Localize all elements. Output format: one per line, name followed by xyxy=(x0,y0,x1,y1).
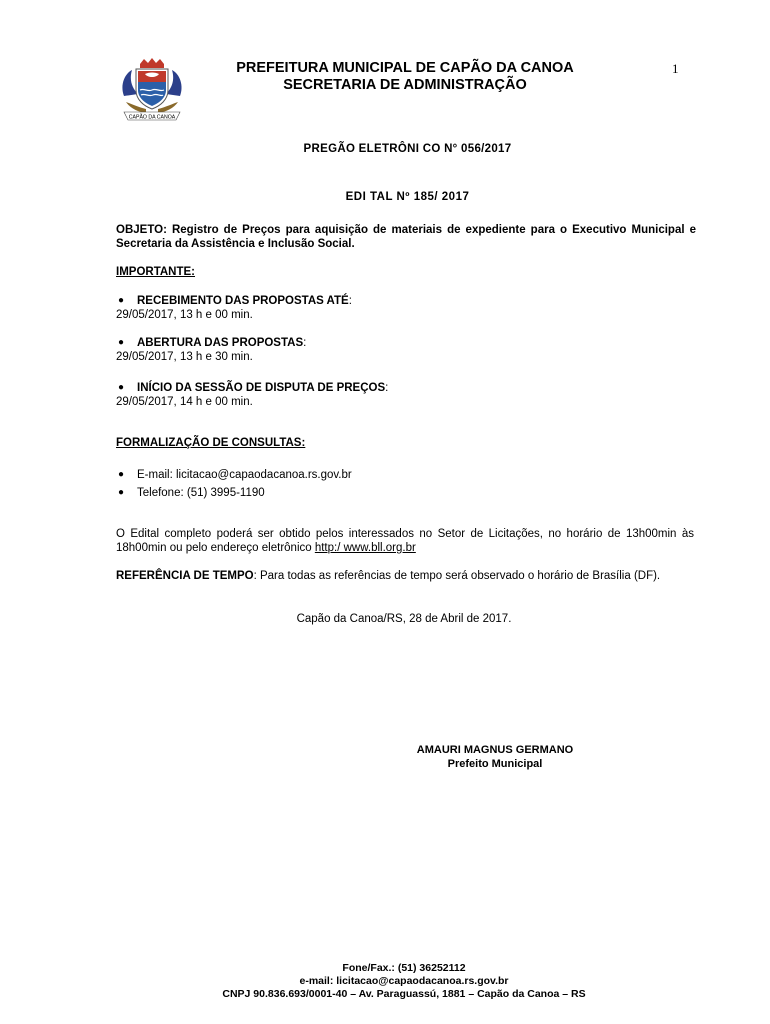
contact-item xyxy=(116,486,265,500)
signer-name: AMAURI MAGNUS GERMANO xyxy=(416,744,574,756)
referencia-label: REFERÊNCIA DE TEMPO xyxy=(116,570,254,582)
deadline-colon: : xyxy=(385,382,389,394)
referencia-text: : Para todas as referências de tempo será observado o horário de Brasília (DF). xyxy=(253,570,661,582)
coat-of-arms-icon xyxy=(118,58,186,122)
deadline-value: 29/05/2017, 14 h e 00 min. xyxy=(116,396,253,408)
svg-text:CAPÃO DA CANOA: CAPÃO DA CANOA xyxy=(128,114,176,121)
deadline-label: RECEBIMENTO DAS PROPOSTAS ATÉ xyxy=(137,295,349,307)
edital-info-text: O Edital completo poderá ser obtido pelos interessados no Setor de Licitações, no horário de 13h00min às 18h00min ou pelo endereço eletrônico xyxy=(116,528,694,554)
bullet-icon: ● xyxy=(118,295,125,306)
deadline-colon: : xyxy=(348,295,352,307)
edital-number: EDI TAL Nº 185/ 2017 xyxy=(345,191,470,203)
deadline-label: ABERTURA DAS PROPOSTAS xyxy=(137,337,304,349)
contact-email: E-mail: licitacao@capaodacanoa.rs.gov.br xyxy=(137,469,352,481)
municipal-logo xyxy=(118,58,186,122)
document-header xyxy=(200,60,610,94)
footer-email: e-mail: licitacao@capaodacanoa.rs.gov.br xyxy=(299,975,509,987)
footer-address: CNPJ 90.836.693/0001-40 – Av. Paraguassú, 1881 – Capão da Canoa – RS xyxy=(222,988,586,1000)
formalizacao-heading: FORMALIZAÇÃO DE CONSULTAS: xyxy=(116,437,306,449)
bullet-icon: ● xyxy=(118,337,125,348)
deadline-label: INÍCIO DA SESSÃO DE DISPUTA DE PREÇOS xyxy=(137,382,386,394)
document-footer xyxy=(0,962,770,1001)
deadline-value: 29/05/2017, 13 h e 30 min. xyxy=(116,351,253,363)
signature-block xyxy=(380,743,610,771)
deadline-value: 29/05/2017, 13 h e 00 min. xyxy=(116,309,253,321)
deadline-colon: : xyxy=(303,337,307,349)
bll-link[interactable]: http:/ www.bll.org.br xyxy=(314,542,416,554)
objeto-paragraph: OBJETO: Registro de Preços para aquisição de materiais de expediente para o Executivo Municipal e Secretaria da Assistência e Inclusão Social. xyxy=(116,224,696,250)
contact-phone: Telefone: (51) 3995-1190 xyxy=(137,487,265,499)
page-number: 1 xyxy=(672,61,679,76)
footer-phone: Fone/Fax.: (51) 36252112 xyxy=(342,962,466,974)
bullet-icon: ● xyxy=(118,382,125,393)
referencia-paragraph xyxy=(116,569,696,583)
bullet-icon: ● xyxy=(118,487,125,498)
secretaria-title: SECRETARIA DE ADMINISTRAÇÃO xyxy=(283,77,527,93)
importante-heading: IMPORTANTE: xyxy=(116,266,196,278)
deadline-item xyxy=(116,294,696,322)
edital-info-paragraph xyxy=(116,527,694,555)
contact-item xyxy=(116,468,352,482)
deadline-item xyxy=(116,336,696,364)
bullet-icon: ● xyxy=(118,469,125,480)
date-place: Capão da Canoa/RS, 28 de Abril de 2017. xyxy=(296,613,512,625)
deadline-item xyxy=(116,381,696,409)
pregao-number: PREGÃO ELETRÔNI CO N° 056/2017 xyxy=(303,143,512,155)
signer-role: Prefeito Municipal xyxy=(447,758,543,770)
prefeitura-title: PREFEITURA MUNICIPAL DE CAPÃO DA CANOA xyxy=(236,60,574,76)
